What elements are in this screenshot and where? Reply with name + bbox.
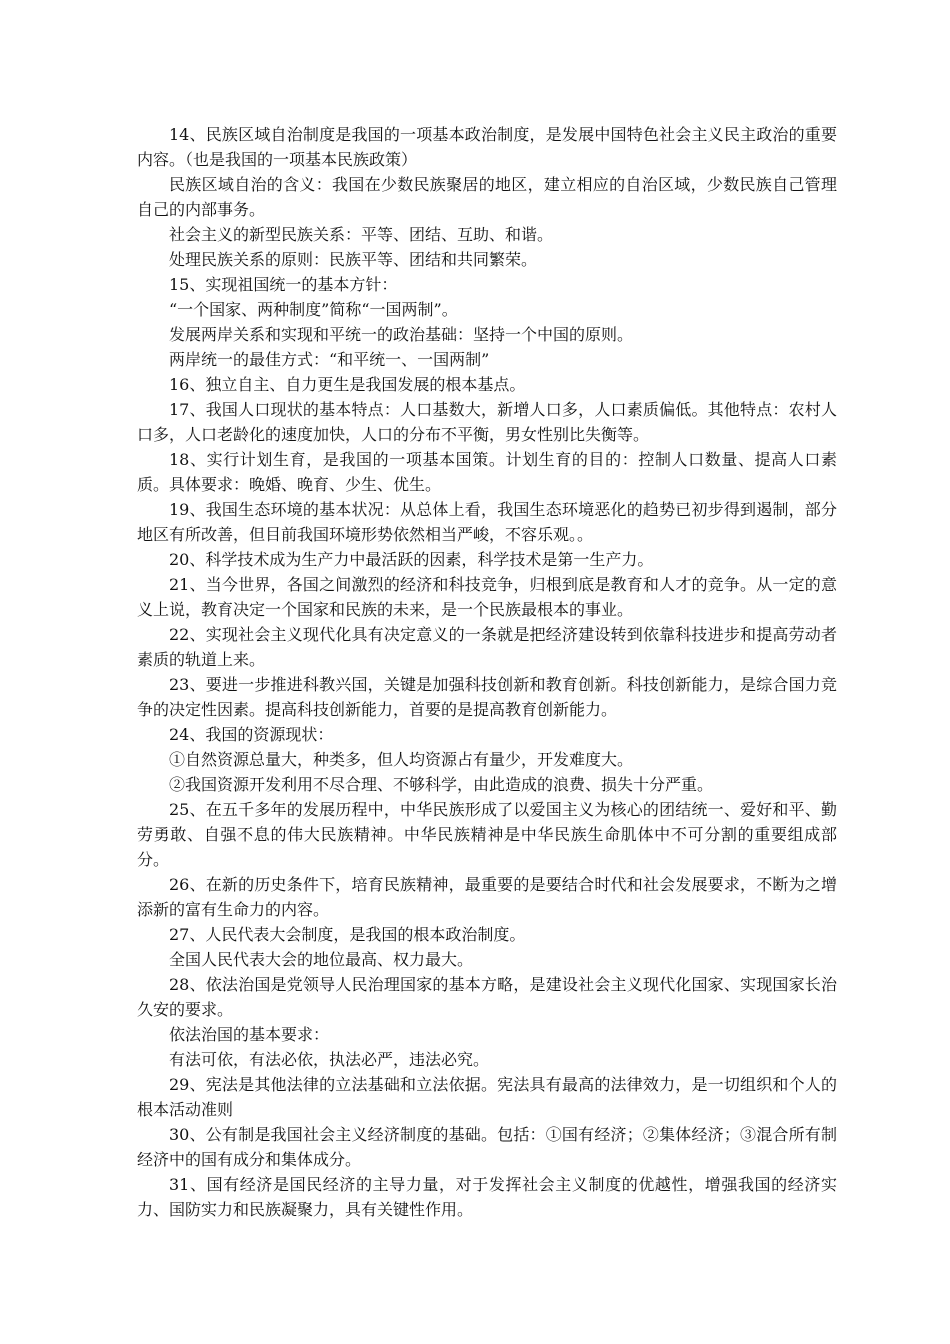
paragraph-one-country-two-systems: “一个国家、两种制度”简称“一国两制”。 [169,300,458,319]
paragraph-19: 19、我国生态环境的基本状况：从总体上看，我国生态环境恶化的趋势已初步得到遏制，部分地区有所改善，但目前我国环境形势依然相当严峻，不容乐观。。 [137,500,837,544]
paragraph-cross-strait-basis: 发展两岸关系和实现和平统一的政治基础：坚持一个中国的原则。 [169,325,634,344]
paragraph-17: 17、我国人口现状的基本特点：人口基数大，新增人口多，人口素质偏低。其他特点：农村人口多，人口老龄化的速度加快，人口的分布不平衡，男女性别比失衡等。 [137,400,837,444]
paragraph-16: 16、独立自主、自力更生是我国发展的根本基点。 [169,375,526,394]
paragraph-29: 29、宪法是其他法律的立法基础和立法依据。宪法具有最高的法律效力，是一切组织和个人的根本活动准则 [137,1075,837,1119]
paragraph-24: 24、我国的资源现状： [169,725,334,744]
paragraph-rule-of-law-heading: 依法治国的基本要求： [169,1025,330,1044]
paragraph-18: 18、实行计划生育，是我国的一项基本国策。计划生育的目的：控制人口数量、提高人口素质。具体要求：晚婚、晚育、少生、优生。 [137,450,837,494]
paragraph-rule-of-law-requirements: 有法可依，有法必依，执法必严，违法必究。 [169,1050,490,1069]
paragraph-21: 21、当今世界，各国之间激烈的经济和科技竞争，归根到底是教育和人才的竞争。从一定的意义上说，教育决定一个国家和民族的未来，是一个民族最根本的事业。 [137,575,837,619]
paragraph-ethnic-relations: 社会主义的新型民族关系：平等、团结、互助、和谐。 [169,225,554,244]
paragraph-23: 23、要进一步推进科教兴国，关键是加强科技创新和教育创新。科技创新能力，是综合国力竞争的决定性因素。提高科技创新能力，首要的是提高教育创新能力。 [137,675,837,719]
paragraph-npc-status: 全国人民代表大会的地位最高、权力最大。 [169,950,474,969]
paragraph-14: 14、民族区域自治制度是我国的一项基本政治制度，是发展中国特色社会主义民主政治的重要内容。（也是我国的一项基本民族政策） [137,125,837,169]
paragraph-24-item-2: ②我国资源开发利用不尽合理、不够科学，由此造成的浪费、损失十分严重。 [169,775,714,794]
paragraph-unification-method: 两岸统一的最佳方式：“和平统一、一国两制” [169,350,490,369]
paragraph-22: 22、实现社会主义现代化具有决定意义的一条就是把经济建设转到依靠科技进步和提高劳动者素质的轨道上来。 [137,625,837,669]
paragraph-autonomy-definition: 民族区域自治的含义：我国在少数民族聚居的地区，建立相应的自治区域，少数民族自己管理自己的内部事务。 [137,175,837,219]
paragraph-24-item-1: ①自然资源总量大，种类多，但人均资源占有量少，开发难度大。 [169,750,634,769]
paragraph-27: 27、人民代表大会制度，是我国的根本政治制度。 [169,925,526,944]
paragraph-28: 28、依法治国是党领导人民治理国家的基本方略，是建设社会主义现代化国家、实现国家长治久安的要求。 [137,975,837,1019]
paragraph-15: 15、实现祖国统一的基本方针： [169,275,398,294]
paragraph-20: 20、科学技术成为生产力中最活跃的因素，科学技术是第一生产力。 [169,550,654,569]
paragraph-26: 26、在新的历史条件下，培育民族精神，最重要的是要结合时代和社会发展要求，不断为之增添新的富有生命力的内容。 [137,875,837,919]
paragraph-25: 25、在五千多年的发展历程中，中华民族形成了以爱国主义为核心的团结统一、爱好和平、勤劳勇敢、自强不息的伟大民族精神。中华民族精神是中华民族生命肌体中不可分割的重要组成部分。 [137,800,837,869]
paragraph-31: 31、国有经济是国民经济的主导力量，对于发挥社会主义制度的优越性，增强我国的经济实力、国防实力和民族凝聚力，具有关键性作用。 [137,1175,837,1219]
paragraph-ethnic-principles: 处理民族关系的原则：民族平等、团结和共同繁荣。 [169,250,538,269]
paragraph-30: 30、公有制是我国社会主义经济制度的基础。包括：①国有经济；②集体经济；③混合所有制经济中的国有成分和集体成分。 [137,1125,837,1169]
document-body [137,122,837,1222]
